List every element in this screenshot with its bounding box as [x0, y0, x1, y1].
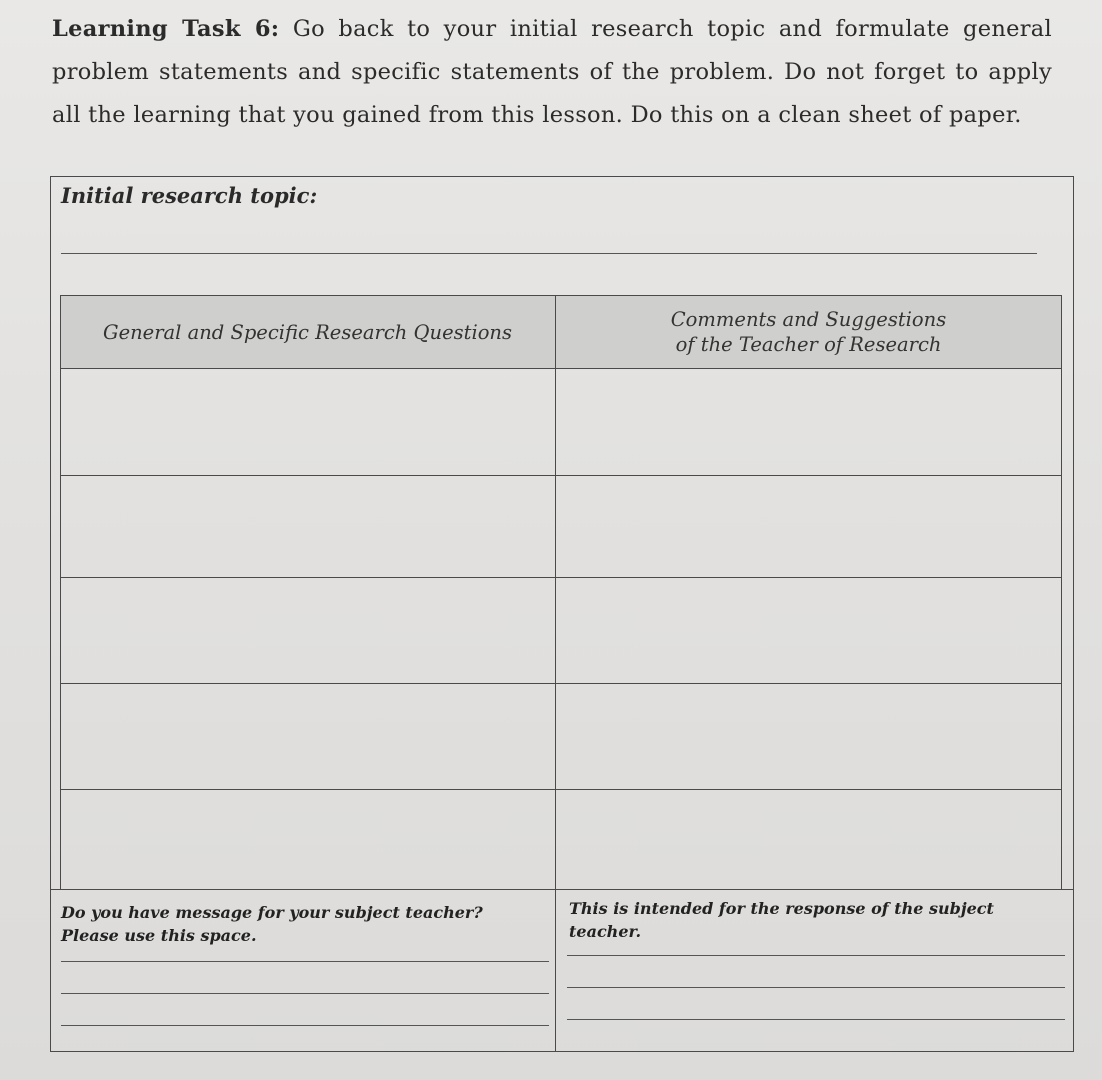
learning-task-instructions: [52, 8, 1052, 137]
table-row[interactable]: [60, 789, 1062, 790]
response-write-line[interactable]: [567, 955, 1065, 956]
comments-header-line1: Comments and Suggestions: [670, 308, 947, 331]
message-section: [51, 889, 1073, 1051]
message-prompt: Do you have message for your subject teacher? Please use this space.: [61, 903, 483, 945]
response-write-line[interactable]: [567, 1019, 1065, 1020]
initial-topic-label: Initial research topic:: [61, 183, 318, 208]
worksheet-form: [50, 176, 1074, 1052]
table-row[interactable]: [60, 683, 1062, 684]
response-write-line[interactable]: [567, 987, 1065, 988]
questions-column-header: General and Specific Research Questions: [103, 320, 512, 344]
task-label: Learning Task 6:: [52, 16, 280, 42]
message-write-line[interactable]: [61, 993, 549, 994]
message-write-line[interactable]: [61, 1025, 549, 1026]
table-left-border: [60, 295, 61, 889]
teacher-response-note: This is intended for the response of the subject teacher.: [569, 899, 994, 941]
comments-column-header: [555, 296, 1062, 368]
comments-header-line2: of the Teacher of Research: [675, 333, 942, 356]
message-write-line[interactable]: [61, 961, 549, 962]
table-row[interactable]: [60, 577, 1062, 578]
task-text: Go back to your initial research topic and formulate general problem statements and specific statements of the problem. Do not forget to apply all the learning that you gained from this lesson. Do this on a clean sheet of paper.: [52, 16, 1053, 128]
initial-topic-write-line[interactable]: [61, 253, 1037, 254]
table-right-border: [1061, 295, 1062, 889]
table-header-row: [60, 295, 1062, 369]
table-row[interactable]: [60, 475, 1062, 476]
